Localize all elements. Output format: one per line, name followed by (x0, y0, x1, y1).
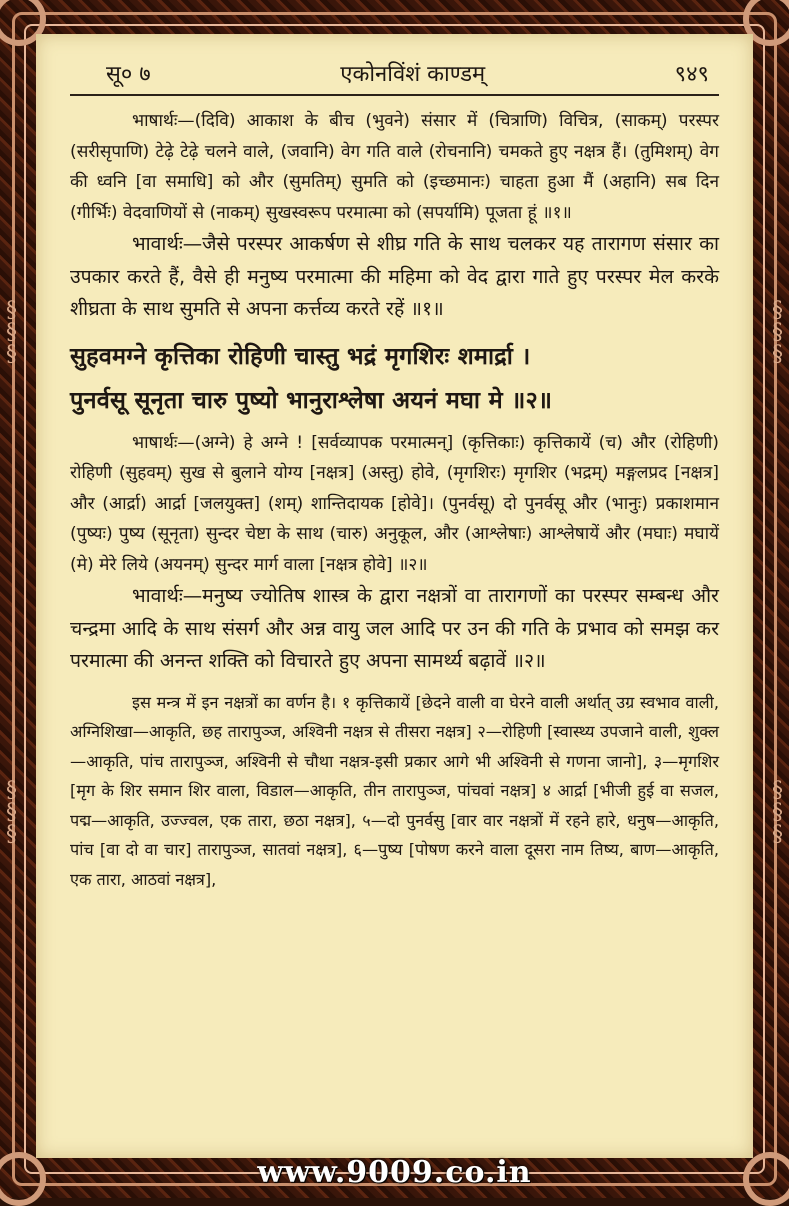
bhashartha-paragraph-2: भाषार्थः—(अग्ने) हे अग्ने ! [सर्वव्यापक परमात्मन्] (कृत्तिकाः) कृत्तिकायें (च) और (रोहिणी) रोहिणी (सुहवम्) सुख से बुलाने योग्य [नक्षत्र] (अस्तु) होवे, (मृगशिरः) मृगशिर (भद्रम्) मङ्गलप्रद [नक्षत्र] और (आर्द्रा) आर्द्रा [जलयुक्त] (शम्) शान्तिदायक [होवे]। (पुनर्वसू) दो पुनर्वसू और (भानुः) प्रकाशमान (पुष्यः) पुष्य (सूनृता) सुन्दर चेष्टा के साथ (चारु) अनुकूल, और (आश्लेषाः) आश्लेषायें और (मघाः) मघायें (मे) मेरे लिये (अयनम्) सुन्दर मार्ग वाला [नक्षत्र होवे] ॥२॥ (70, 432, 719, 575)
header-sukta-number: सू० ७ (106, 62, 151, 87)
book-page (36, 34, 753, 1158)
bhavartha-paragraph-2: भावार्थः—मनुष्य ज्योतिष शास्त्र के द्वारा नक्षत्रों वा तारागणों का परस्पर सम्बन्ध और चन्द्रमा आदि के साथ संसर्ग और अन्न वायु जल आदि पर उन की गति के प्रभाव को समझ कर परमात्मा की अनन्त शक्ति को विचारते हुए अपना सामर्थ्य बढ़ावें ॥२॥ (70, 584, 719, 672)
header-kanda-title: एकोनविंशं काण्डम् (340, 62, 486, 87)
header-page-number: ९४९ (674, 62, 709, 87)
spacer (70, 678, 719, 688)
header-divider (70, 94, 719, 96)
nakshatra-note: इस मन्त्र में इन नक्षत्रों का वर्णन है। १ कृत्तिकायें [छेदने वाली वा घेरने वाली अर्थात् उग्र स्वभाव वाली, अग्निशिखा—आकृति, छह तारापुञ्ज, अश्विनी नक्षत्र से तीसरा नक्षत्र] २—रोहिणी [स्वास्थ्य उपजाने वाली, शुक्ल—आकृति, पांच तारापुञ्ज, अश्विनी से चौथा नक्षत्र-इसी प्रकार आगे भी अश्विनी से गणना जानो], ३—मृगशिर [मृग के शिर समान शिर वाला, विडाल—आकृति, तीन तारापुञ्ज, पांचवां नक्षत्र] ४ आर्द्रा [भीजी हुई वा सजल, पद्म—आकृति, उज्ज्वल, एक तारा, छठा नक्षत्र], ५—दो पुनर्वसु [वार वार नक्षत्रों में रहने हारे, धनुष—आकृति, पांच [वा दो वा चार] तारापुञ्ज, सातवां नक्षत्र], ६—पुष्य [पोषण करने वाला दूसरा नाम तिष्य, बाण—आकृति, एक तारा, आठवां नक्षत्र], (70, 692, 719, 889)
mantra-line-1: सुहवमग्ने कृत्तिका रोहिणी चास्तु भद्रं मृगशिरः शमार्द्रा । (70, 341, 531, 370)
scroll-ornament-left-lower: § § § (6, 778, 17, 847)
mantra-line-2: पुनर्वसू सूनृता चारु पुष्यो भानुराश्लेषा अयनं मघा मे ॥२॥ (70, 385, 553, 414)
scroll-ornament-left: § § § (6, 298, 17, 367)
footer-website-url: www.9009.co.in (257, 1155, 532, 1190)
bhashartha-paragraph-1: भाषार्थः—(दिवि) आकाश के बीच (भुवने) संसार में (चित्राणि) विचित्र, (साकम्) परस्पर (सरीसृपाणि) टेढ़े टेढ़े चलने वाले, (जवानि) वेग गति वाले (रोचनानि) चमकते हुए नक्षत्र हैं। (तुमिशम्) वेग की ध्वनि [वा समाधि] को और (सुमतिम्) सुमति को (इच्छमानः) चाहता हुआ मैं (अहानि) सब दिन (गीर्भिः) वेदवाणियों से (नाकम्) सुखस्वरूप परमात्मा को (सपर्यामि) पूजता हूं ॥१॥ (70, 111, 719, 223)
bhavartha-paragraph-1: भावार्थः—जैसे परस्पर आकर्षण से शीघ्र गति के साथ चलकर यह तारागण संसार का उपकार करते हैं, वैसे ही मनुष्य परमात्मा की महिमा को वेद द्वारा गाते हुए परस्पर मेल करके शीघ्रता के साथ सुमति से अपना कर्त्तव्य करते रहें ॥१॥ (70, 232, 719, 320)
page-header (70, 54, 719, 94)
scroll-ornament-right-lower: § § § (772, 778, 783, 847)
scroll-ornament-right: § § § (772, 298, 783, 367)
mantra-verse (70, 334, 719, 422)
